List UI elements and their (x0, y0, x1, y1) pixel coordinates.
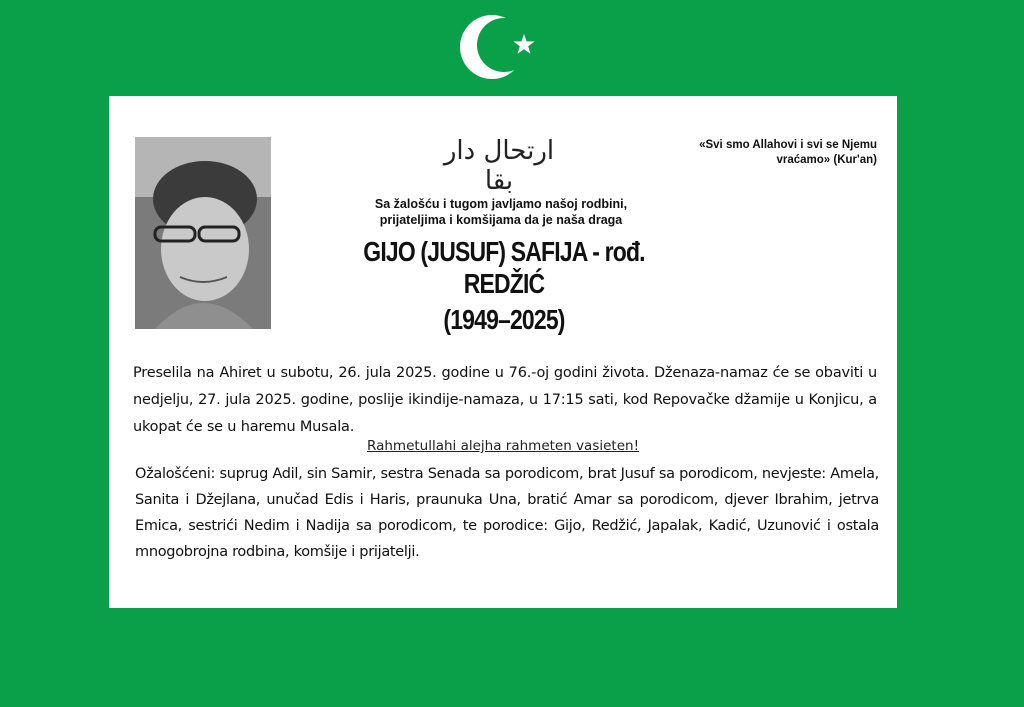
intro-line-2: prijateljima i komšijama da je naša draga (379, 213, 623, 227)
portrait-photo (135, 137, 271, 329)
deceased-name: GIJO (JUSUF) SAFIJA - rođ. REDŽIĆ (363, 236, 645, 299)
dua-text: Rahmetullahi alejha rahmeten vasieten! (367, 438, 639, 454)
intro-text (341, 196, 661, 228)
obituary-card (109, 96, 897, 608)
announcement-text: Preselila na Ahiret u subotu, 26. jula 2025. godine u 76.-oj godini života. Dženaza-namaz će se obaviti u nedjelju, 27. jula 2025. godine, poslije ikindije-namaza, u 17:15 sati, kod Repovačke džamije u Konjicu, a ukopat će se u haremu Musala. (133, 365, 877, 435)
crescent-star-icon (458, 12, 542, 82)
mourners-text: Ožalošćeni: suprug Adil, sin Samir, sestra Senada sa porodicom, brat Jusuf sa porodicom, nevjeste: Amela, Sanita i Džejlana, unučad Edis i Haris, praunuka Una, bratić Amar sa porodicom, djever Ibrahim, jetrva Emica, sestrići Nedim i Nadija sa porodicom, te porodice: Gijo, Redžić, Japalak, Kadić, Uzunović i ostala mnogobrojna rodbina, komšije i prijatelji. (135, 466, 879, 560)
quran-quote: «Svi smo Allahovi i svi se Njemu vraćamo» (Kur'an) (699, 139, 877, 166)
life-years: (1949–2025) (443, 304, 565, 335)
arabic-title: ارتحال دار بقا (443, 136, 555, 196)
intro-line-1: Sa žalošću i tugom javljamo našoj rodbini, (374, 197, 628, 211)
